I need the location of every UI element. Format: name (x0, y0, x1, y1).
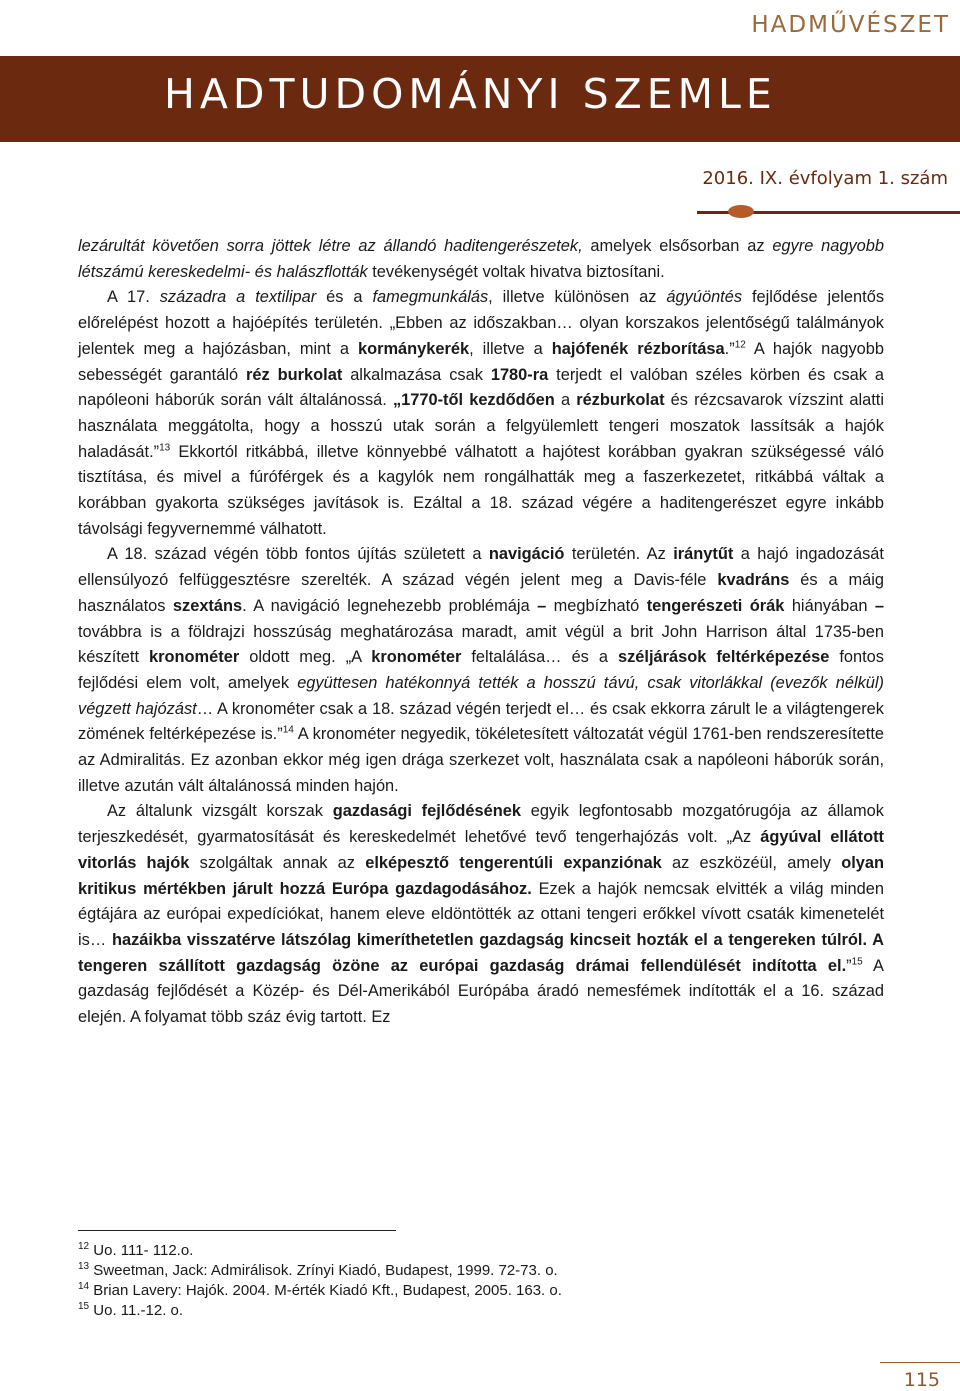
footnote-separator (78, 1230, 396, 1231)
text-run: kvadráns (717, 571, 790, 590)
text-run: Ekkortól ritkábbá, illetve könnyebbé válhatott a hajótest korábban gyakran szükségessé váló tisztítása, és mivel a fúróférgek és a kagylók nem rongálhatták meg a faszerkezetet, ritkábbá váltak a korábban gyakorta szükséges javítások is. Ezáltal a 18. század végére a haditengerészet egyre inkább távolsági fegyvernemmé válhatott. (78, 442, 884, 538)
text-run: – (537, 596, 547, 615)
footnote: $^{14}$ Brian Lavery: Hajók. 2004. M-érték Kiadó Kft., Budapest, 2005. 163. o. (78, 1281, 562, 1299)
footnote: $^{13}$ Sweetman, Jack: Admirálisok. Zrínyi Kiadó, Budapest, 1999. 72-73. o. (78, 1261, 558, 1279)
text-run: és a máig használatos (78, 571, 884, 615)
text-run: kronométer (371, 648, 462, 667)
text-run: egyik legfontosabb mozgatórugója az államok terjeszkedését, gyarmatosítását és kereskedelmét lehetővé tevő tengerhajózás volt. „Az (78, 802, 884, 847)
text-run: rézburkolat (576, 391, 665, 410)
text-run: , illetve különösen az (488, 288, 667, 307)
text-run: réz burkolat (246, 365, 343, 384)
footnote-ref: 14 (282, 724, 294, 736)
text-run: kronométer (149, 648, 240, 667)
text-run: hiányában (784, 596, 875, 615)
text-run: területén. Az (564, 545, 674, 564)
text-run: – (874, 596, 885, 615)
text-run: terjedt el valóban széles körben és csak a napóleoni háborúk során vált általánossá. (78, 365, 884, 410)
text-run: iránytűt (673, 545, 734, 564)
text-run: a hajó ingadozását ellensúlyozó felfüggesztésre szerelték. A század végén jelent meg a Davis-féle (78, 545, 884, 590)
text-run: egyre nagyobb létszámú kereskedelmi- és halászflották (78, 237, 884, 281)
text-run: szolgáltak annak az (189, 853, 366, 872)
text-run: famegmunkálás (372, 288, 489, 307)
footnote-ref: 13 (159, 442, 171, 454)
text-run: amelyek elsősorban az (582, 237, 773, 255)
text-run: az eszközéül, amely (661, 853, 842, 872)
text-run: és rézcsavarok vízszint alatti használata meggátolta, hogy a hosszú utak során a felgyülemlett tengeri moszatok lassítsák a hajók haladását.” (78, 391, 884, 461)
text-run: hazáikba visszatérve látszólag kimeríthetetlen gazdagság kincseit hozták el a tengereken túlról. A tengeren szállított gazdagság özöne az európai gazdaság drámai fellendülését indította el. (78, 930, 884, 975)
text-run: oldott meg. „A (239, 648, 372, 667)
text-run: A 18. század végén több fontos újítás született a (107, 545, 489, 564)
footnote-ref: 12 (734, 339, 746, 351)
text-run: továbbra is a földrajzi hosszúság meghatározása maradt, amit végül a brit John Harrison által 1735-ben készített (78, 622, 884, 667)
text-run: és a (316, 288, 373, 307)
text-run: A gazdaság fejlődését a Közép- és Dél-Amerikából Európába áradó nemesfémek indították el a 16. század elején. A folyamat több száz évig tartott. Ez (78, 956, 884, 1027)
text-run: A 17. (107, 288, 160, 307)
header-ornament (728, 205, 754, 218)
journal-title: HADTUDOMÁNYI SZEMLE (164, 70, 777, 118)
text-run: elképesztő tengerentúli expanziónak (365, 853, 662, 872)
text-run: szextáns (172, 596, 243, 615)
paragraph (78, 285, 884, 542)
text-run: „1770-től kezdődően (392, 391, 555, 410)
text-run: feltalálása… és a (461, 648, 618, 667)
footnote-ref: 15 (851, 956, 863, 968)
text-run: tevékenységét voltak hivatva biztosítani. (367, 262, 665, 281)
page-number: 115 (903, 1369, 940, 1391)
text-run: 1780-ra (490, 365, 549, 384)
article-body (78, 234, 884, 1031)
text-run: olyan kritikus mértékben járult hozzá Európa gazdagodásához. (78, 853, 885, 898)
text-run: A kronométer negyedik, tökéletesített változatát végül 1761-ben rendszeresítette az Admiralitás. Ez azonban ekkor még igen drága szerkezet volt, használata csak a napóleoni háborúk során, illetve azután vált általánossá minden hajón. (78, 725, 885, 795)
issue-info: 2016. IX. évfolyam 1. szám (702, 168, 948, 189)
text-run: ágyúval ellátott vitorlás hajók (78, 828, 884, 872)
text-run: navigáció (488, 545, 565, 564)
text-run: megbízható (546, 596, 647, 615)
text-run: ágyúöntés (666, 288, 743, 307)
text-run: ” (846, 956, 852, 975)
text-run: tengerészeti órák (646, 596, 785, 615)
text-run: a (554, 391, 577, 410)
text-run: együttesen hatékonnyá tették a hosszú távú, csak vitorlákkal (evezők nélkül) végzett hajózást (78, 673, 884, 718)
text-run: alkalmazása csak (342, 365, 491, 384)
text-run: gazdasági fejlődésének (332, 802, 521, 821)
text-run: fontos fejlődési elem volt, amelyek (78, 648, 884, 692)
text-run: . A navigáció legnehezebb problémája (242, 596, 538, 615)
text-run: lezárultát követően sorra jöttek létre az állandó haditengerészetek, (78, 237, 583, 255)
text-run: századra a (159, 288, 256, 307)
text-run: Az általunk vizsgált korszak (107, 802, 333, 821)
text-run: Ezek a hajók nemcsak elvitték a világ minden égtájára az európai expedíciókat, hanem eleve eldöntötték az ottani tengeri erőkkel vívott csaták kimenetelét is… (78, 879, 884, 949)
text-run: .” (724, 339, 735, 358)
paragraph (78, 799, 884, 1030)
text-run: hajófenék rézborítása (551, 339, 725, 358)
journal-banner (0, 56, 960, 142)
paragraph (78, 234, 884, 285)
text-run: fejlődése jelentős előrelépést hozott a hajóépítés területén. „Ebben az időszakban… olyan korszakos jelentőségű találmányok jelentek meg a hajózásban, mint a (78, 288, 885, 358)
footnotes (78, 1241, 878, 1321)
text-run: , illetve a (469, 339, 552, 358)
footnote: $^{12}$ Uo. 111- 112.o. (78, 1241, 194, 1259)
footnote: $^{15}$ Uo. 11.-12. o. (78, 1301, 184, 1319)
page-number-rule (880, 1362, 960, 1363)
text-run: kormánykerék (357, 339, 470, 358)
text-run: széljárások feltérképezése (617, 648, 830, 667)
paragraph (78, 542, 884, 799)
text-run: textilipar (255, 288, 317, 307)
text-run: … A kronométer csak a 18. század végén terjedt el… és csak ekkorra zárult le a világtengerek zömének feltérképezése is.” (78, 699, 884, 744)
text-run: A hajók nagyobb sebességét garantáló (78, 339, 884, 384)
section-label: HADMŰVÉSZET (751, 12, 950, 38)
